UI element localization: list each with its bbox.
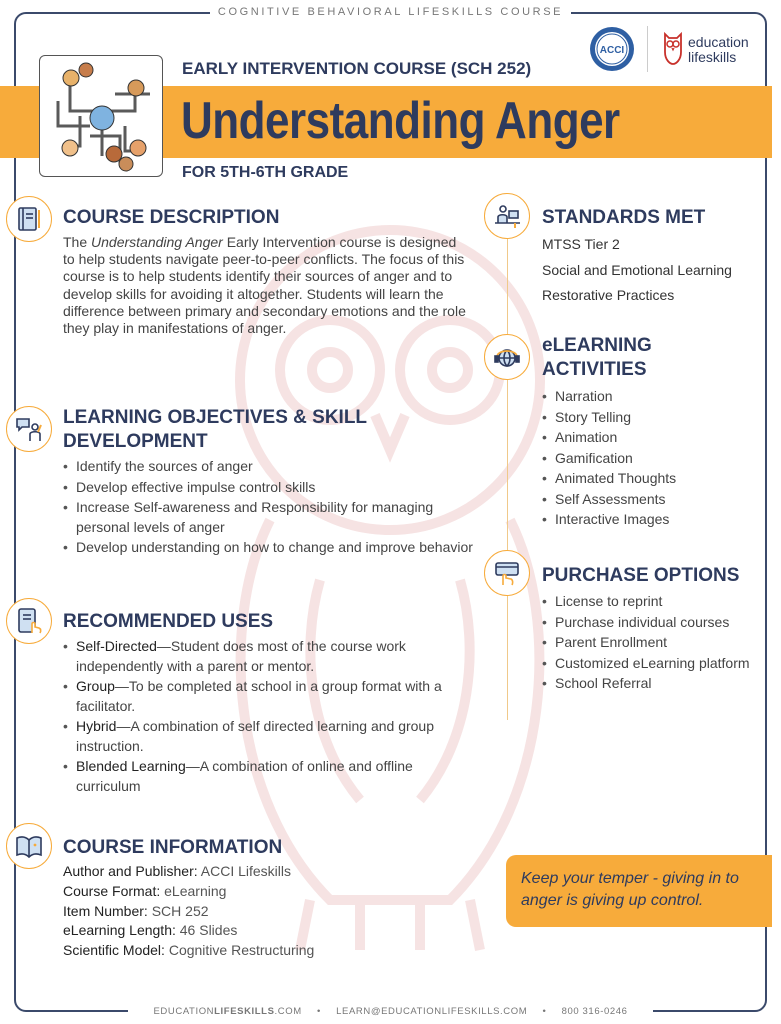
list-item: • Purchase individual courses (542, 613, 772, 633)
elearning-heading-line1: eLEARNING (542, 335, 652, 356)
desc-post: Early Intervention course is designed to help students navigate peer-to-peer conflicts. The focus of this course is to help students identify their sources of anger and to develop skills for avoiding it altogether. Students will learn the difference between primary and secondary emotions and the role they play in manifestations of anger. (63, 234, 466, 337)
list-item: • Customized eLearning platform (542, 654, 772, 674)
tablet-touch-icon (6, 598, 52, 644)
site-post: .COM (274, 1006, 302, 1017)
desk-person-icon (484, 193, 530, 239)
list-item: • Animated Thoughts (542, 469, 676, 489)
page-title: Understanding Anger (181, 92, 620, 150)
info-key: Item Number: (63, 902, 148, 919)
use-term: Blended Learning (76, 758, 186, 774)
course-description-heading: COURSE DESCRIPTION (63, 207, 280, 228)
list-item: • Parent Enrollment (542, 633, 772, 653)
footer-separator: • (316, 1006, 321, 1017)
use-desc: —To be completed at school in a group format with a facilitator. (76, 678, 442, 714)
footer-phone[interactable]: 800 316-0246 (561, 1006, 628, 1017)
use-desc: —A combination of self directed learning and group instruction. (76, 718, 434, 754)
info-value: ACCI Lifeskills (200, 863, 292, 879)
list-item (63, 757, 463, 796)
quote-callout: Keep your temper - giving in to anger is giving up control. (506, 855, 772, 927)
owl-logo-icon (662, 30, 684, 66)
info-row (63, 862, 314, 882)
site-pre: EDUCATION (153, 1006, 215, 1017)
acci-badge-icon (589, 26, 635, 72)
list-item: • Narration (542, 387, 676, 407)
list-item (63, 637, 463, 676)
info-row (63, 902, 314, 922)
list-item: • Interactive Images (542, 510, 676, 530)
list-item: Social and Emotional Learning (542, 261, 732, 278)
use-desc: —Student does most of the course work independently with a parent or mentor. (76, 638, 406, 674)
list-item: • School Referral (542, 674, 772, 694)
footer-email[interactable]: LEARN@EDUCATIONLIFESKILLS.COM (336, 1006, 528, 1017)
brand-logo-text (688, 35, 749, 65)
list-item: MTSS Tier 2 (542, 236, 620, 252)
info-value: SCH 252 (151, 902, 209, 919)
use-term: Self-Directed (76, 638, 157, 654)
info-key: Course Format: (63, 882, 161, 899)
info-row (63, 921, 314, 941)
info-value: eLearning (164, 882, 227, 899)
standards-heading: STANDARDS MET (542, 207, 706, 228)
objectives-list (63, 457, 473, 559)
purchase-heading: PURCHASE OPTIONS (542, 565, 740, 586)
card-hand-icon (484, 550, 530, 596)
list-item: • Develop understanding on how to change and improve behavior (63, 538, 473, 558)
elearning-heading-line2: ACTIVITIES (542, 359, 647, 380)
course-thumbnail (39, 55, 163, 177)
list-item: • Self Assessments (542, 490, 676, 510)
info-value: Cognitive Restructuring (168, 942, 315, 959)
list-item: Restorative Practices (542, 287, 675, 303)
footer-website[interactable] (154, 1006, 302, 1017)
list-item: • Gamification (542, 449, 676, 469)
objectives-heading: LEARNING OBJECTIVES & SKILL DEVELOPMENT (63, 407, 367, 452)
list-item: • Increase Self-awareness and Responsibility for managing personal levels of anger (63, 498, 473, 537)
badge-text: ACCI (599, 45, 625, 56)
standards-list (542, 232, 732, 309)
purchase-list (542, 592, 772, 695)
logo-line2: lifeskills (688, 49, 737, 65)
globe-headset-icon (484, 334, 530, 380)
logo-divider (647, 26, 648, 72)
grade-level: FOR 5TH-6TH GRADE (182, 164, 349, 181)
book-icon (6, 196, 52, 242)
course-subtitle: EARLY INTERVENTION COURSE (SCH 252) (182, 59, 532, 78)
recommended-uses-list (63, 637, 463, 797)
presenter-icon (6, 406, 52, 452)
list-item (63, 677, 463, 716)
elearning-list (542, 387, 676, 531)
list-item: • Animation (542, 428, 676, 448)
footer-separator: • (542, 1006, 547, 1017)
site-bold: LIFESKILLS (214, 1006, 275, 1017)
recommended-uses-heading: RECOMMENDED USES (63, 611, 274, 632)
info-value: 46 Slides (179, 922, 238, 939)
use-term: Hybrid (76, 718, 117, 734)
info-key: Scientific Model: (63, 942, 165, 959)
desc-pre: The (63, 234, 92, 250)
course-description-text (63, 234, 468, 337)
list-item (63, 717, 463, 756)
use-term: Group (76, 678, 115, 694)
logo-line1: education (688, 34, 749, 50)
course-info-list (63, 862, 314, 961)
info-key: eLearning Length: (63, 922, 176, 939)
list-item: • Identify the sources of anger (63, 457, 473, 477)
elearning-heading (542, 334, 652, 382)
info-row (63, 882, 314, 902)
info-key: Author and Publisher: (63, 863, 198, 879)
course-info-heading: COURSE INFORMATION (63, 837, 283, 858)
desc-course-name: Understanding Anger (91, 234, 223, 250)
info-row (63, 941, 314, 961)
open-book-icon (6, 823, 52, 869)
use-desc: —A combination of online and offline curriculum (76, 758, 413, 794)
right-column-divider (507, 235, 508, 720)
course-category-label: COGNITIVE BEHAVIORAL LIFESKILLS COURSE (217, 6, 564, 18)
footer (0, 1006, 781, 1017)
list-item: • Story Telling (542, 408, 676, 428)
list-item: • License to reprint (542, 592, 772, 612)
list-item: • Develop effective impulse control skills (63, 478, 473, 498)
